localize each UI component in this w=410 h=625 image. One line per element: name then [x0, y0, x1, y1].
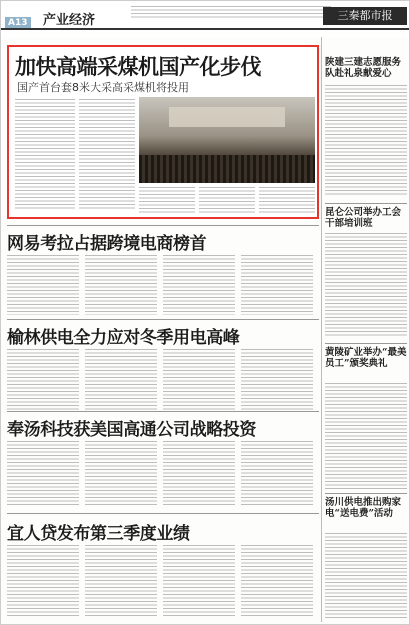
sidebar-headline: 陕建三建志愿服务队赴礼泉献爱心 — [325, 57, 402, 79]
sidebar-divider — [325, 493, 407, 494]
sidebar-body — [325, 233, 407, 337]
article-body-column — [7, 545, 79, 617]
article-body-column — [241, 545, 313, 617]
article-body-column — [85, 255, 157, 315]
article-divider — [7, 319, 319, 320]
header-rule — [1, 28, 410, 30]
article-body-column — [241, 255, 313, 315]
sidebar-headline: 汤川供电推出购家电“送电费”活动 — [325, 497, 402, 519]
header-meta-lines — [131, 6, 331, 18]
sidebar-headline: 昆仑公司举办工会干部培训班 — [325, 207, 402, 229]
article-body-column — [241, 349, 313, 411]
page-header — [1, 1, 410, 37]
article-body-column — [163, 349, 235, 411]
article-divider — [7, 225, 319, 226]
article-body-column — [85, 441, 157, 505]
article-body-column — [7, 349, 79, 411]
sidebar-divider — [325, 343, 407, 344]
sidebar-article — [325, 497, 407, 519]
sidebar-column — [325, 37, 407, 622]
article-body-column — [7, 255, 79, 315]
article-divider — [7, 411, 319, 412]
article — [7, 323, 319, 413]
lead-subheadline: 国产首台套8米大采高采煤机将投用 — [17, 81, 189, 94]
article-headline: 榆林供电全力应对冬季用电高峰 — [7, 328, 240, 348]
article-body-column — [163, 441, 235, 505]
article-body-column — [85, 545, 157, 617]
sidebar-body — [325, 533, 407, 619]
sidebar-divider — [325, 203, 407, 204]
lead-photo — [139, 97, 315, 183]
article-body-column — [163, 255, 235, 315]
article-body-column — [163, 545, 235, 617]
sidebar-body — [325, 85, 407, 195]
sidebar-article — [325, 207, 407, 229]
lead-story — [7, 45, 319, 219]
article — [7, 415, 319, 511]
photo-stage — [169, 107, 285, 127]
article-body-column — [241, 441, 313, 505]
sidebar-article — [325, 347, 407, 369]
lead-headline: 加快高端采煤机国产化步伐 — [15, 54, 261, 79]
sidebar-article — [325, 57, 407, 79]
article — [7, 519, 319, 619]
page-number: A13 — [5, 17, 31, 29]
sidebar-body — [325, 383, 407, 491]
lead-body-column — [199, 187, 255, 215]
lead-body-column — [259, 187, 315, 215]
article-headline: 奉汤科技获美国高通公司战略投资 — [7, 420, 256, 440]
masthead-logo: 三秦都市报 — [323, 7, 407, 25]
sidebar-headline: 黄陵矿业举办“最美员工”颁奖典礼 — [325, 347, 407, 369]
article-headline: 网易考拉占据跨境电商榜首 — [7, 234, 207, 254]
lead-body-column — [15, 99, 75, 211]
section-title: 产业经济 — [43, 13, 96, 28]
lead-body-column — [139, 187, 195, 215]
article-divider — [7, 513, 319, 514]
article-body-column — [85, 349, 157, 411]
article-body-column — [7, 441, 79, 505]
article — [7, 229, 319, 319]
column-divider — [321, 37, 322, 622]
lead-body-column — [79, 99, 135, 211]
photo-crowd — [139, 155, 315, 183]
article-headline: 宜人贷发布第三季度业绩 — [7, 524, 190, 544]
